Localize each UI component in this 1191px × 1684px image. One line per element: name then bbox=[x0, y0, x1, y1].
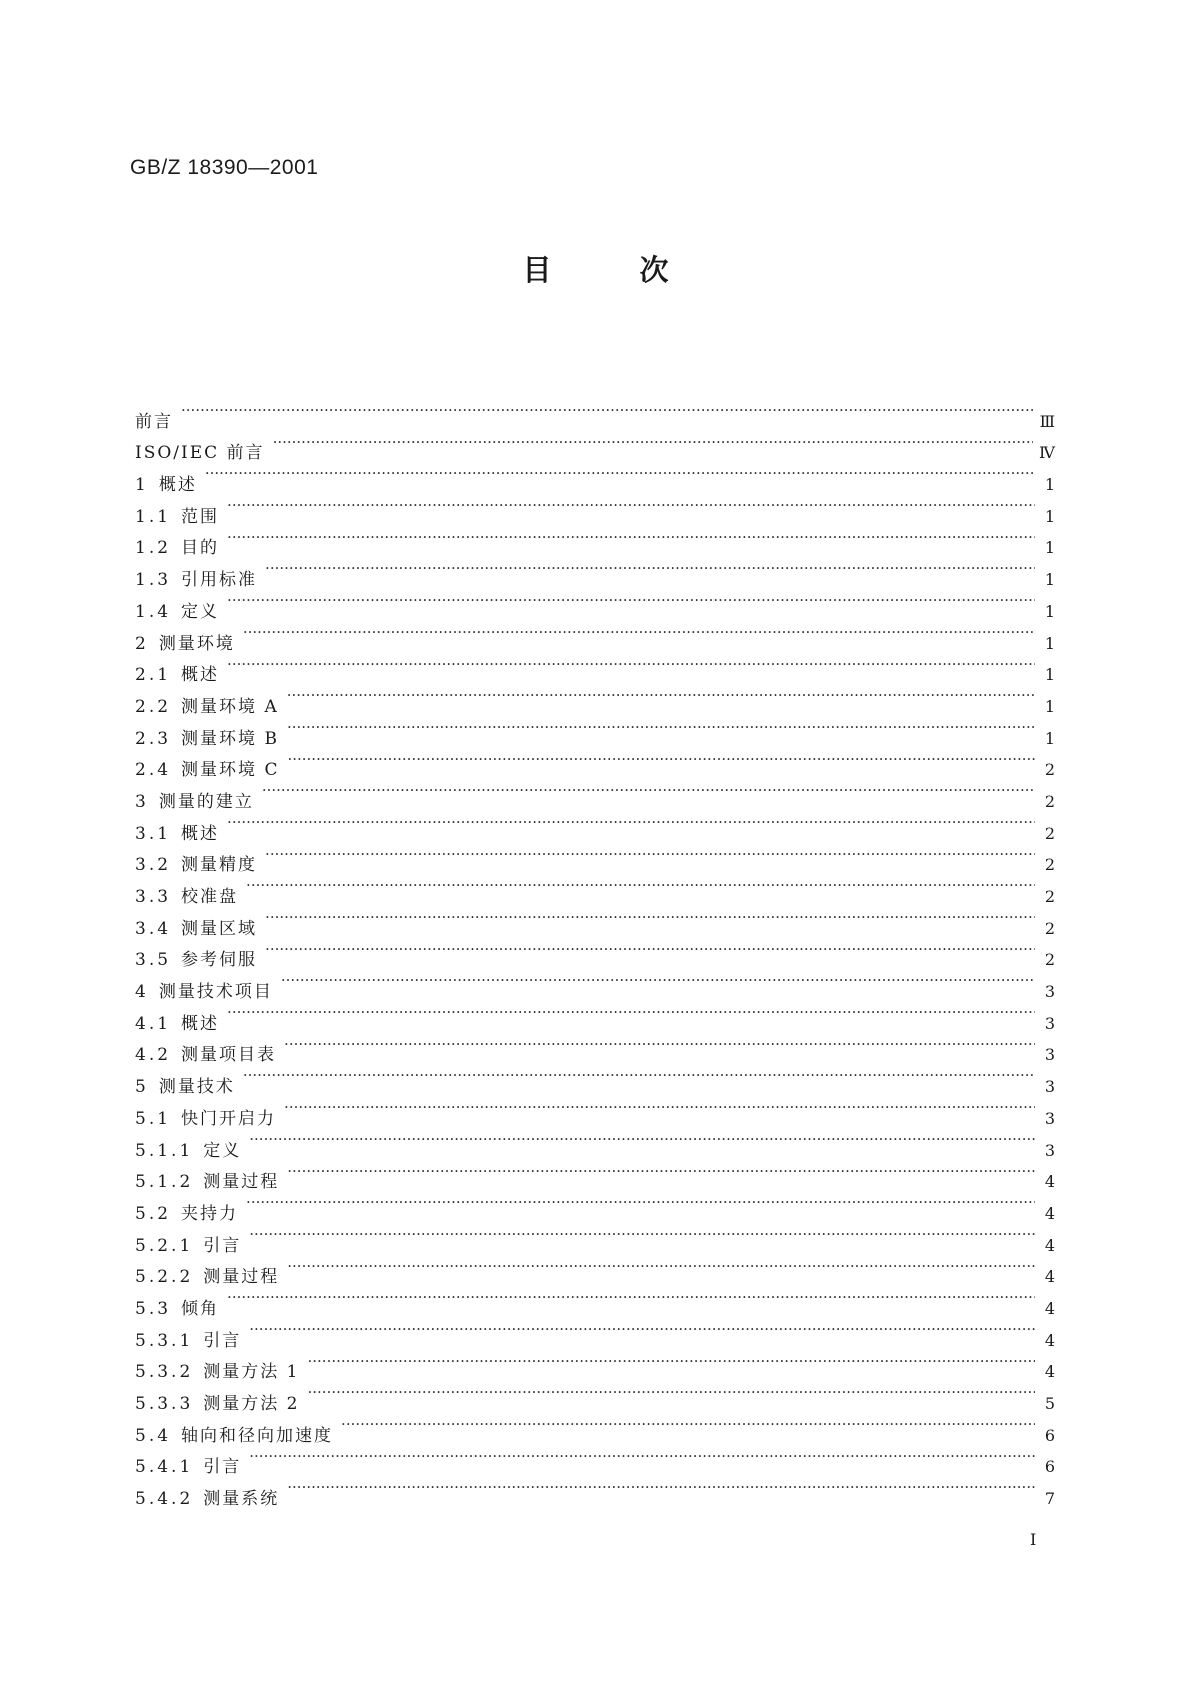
toc-leader-dots bbox=[287, 712, 1035, 744]
toc-entry-page: 2 bbox=[1044, 950, 1055, 970]
toc-entry-page: Ⅲ bbox=[1039, 411, 1055, 431]
standard-code: GB/Z 18390—2001 bbox=[130, 156, 319, 179]
toc-entry-number: 1.4 bbox=[135, 601, 172, 622]
toc-entry-label: 测量方法 2 bbox=[203, 1394, 300, 1414]
toc-entry-number: 5.1.2 bbox=[135, 1172, 194, 1193]
toc-entry-page: 1 bbox=[1044, 506, 1055, 526]
toc-entry[interactable] bbox=[135, 1346, 1055, 1383]
toc-entry-label: 测量过程 bbox=[203, 1267, 280, 1288]
toc-entry-page: 4 bbox=[1044, 1362, 1055, 1382]
toc-entry[interactable] bbox=[135, 965, 1055, 1003]
toc-entry-label: 测量技术 bbox=[158, 1077, 235, 1098]
toc-entry-page: 1 bbox=[1044, 728, 1055, 748]
toc-leader-dots bbox=[227, 1282, 1035, 1314]
toc-leader-dots bbox=[287, 680, 1035, 712]
toc-leader-dots bbox=[249, 1124, 1035, 1156]
toc-entry-label: 概述 bbox=[181, 1013, 220, 1034]
toc-leader-dots bbox=[246, 1187, 1035, 1219]
toc-entry-number: 5.3.2 bbox=[135, 1362, 194, 1383]
toc-entry-label: 引言 bbox=[203, 1235, 242, 1256]
toc-leader-dots bbox=[287, 1472, 1035, 1504]
toc-leader-dots bbox=[284, 1029, 1035, 1061]
toc-entry-number: 3.4 bbox=[135, 918, 172, 939]
toc-entry[interactable] bbox=[135, 1219, 1055, 1256]
toc-entry-page: 2 bbox=[1044, 791, 1055, 811]
toc-leader-dots bbox=[227, 997, 1035, 1029]
toc-leader-dots bbox=[341, 1409, 1035, 1441]
toc-entry-label: 测量技术项目 bbox=[158, 982, 273, 1003]
toc-entry-page: 4 bbox=[1044, 1203, 1055, 1223]
toc-entry-page: 2 bbox=[1044, 855, 1055, 875]
toc-entry[interactable] bbox=[135, 395, 1055, 432]
toc-entry[interactable] bbox=[135, 902, 1055, 939]
toc-leader-dots bbox=[287, 744, 1035, 776]
toc-entry-number: 2.3 bbox=[135, 728, 172, 749]
toc-leader-dots bbox=[205, 458, 1035, 490]
toc-entry-page: 2 bbox=[1044, 760, 1055, 780]
toc-entry-page: 7 bbox=[1044, 1489, 1055, 1509]
toc-leader-dots bbox=[227, 807, 1035, 839]
toc-entry[interactable] bbox=[135, 1187, 1055, 1224]
toc-entry-number: 4.1 bbox=[135, 1013, 172, 1034]
toc-entry[interactable] bbox=[135, 1251, 1055, 1288]
toc-entry[interactable] bbox=[135, 1124, 1055, 1161]
toc-entry-number: 3.3 bbox=[135, 887, 172, 907]
toc-entry-number: 1.3 bbox=[135, 570, 172, 591]
toc-entry[interactable] bbox=[135, 458, 1055, 496]
toc-entry[interactable] bbox=[135, 649, 1055, 686]
toc-entry-page: Ⅳ bbox=[1039, 443, 1055, 463]
toc-leader-dots bbox=[227, 585, 1035, 617]
toc-entry-number: 1.2 bbox=[135, 538, 172, 559]
toc-leader-dots bbox=[243, 1060, 1035, 1092]
toc-entry-number: 5.2.2 bbox=[135, 1267, 194, 1288]
toc-entry-label: 测量环境 B bbox=[181, 728, 279, 749]
toc-entry-number: 3 bbox=[135, 791, 149, 812]
toc-entry-number: 1 bbox=[135, 475, 149, 496]
toc-entry-label: 快门开启力 bbox=[181, 1108, 277, 1129]
toc-entry-page: 3 bbox=[1044, 1077, 1055, 1097]
toc-entry-label: 校准盘 bbox=[181, 887, 239, 907]
toc-leader-dots bbox=[265, 934, 1035, 966]
toc-entry[interactable] bbox=[135, 1060, 1055, 1098]
toc-entry-page: 3 bbox=[1044, 1108, 1055, 1128]
toc-leader-dots bbox=[249, 1314, 1035, 1346]
toc-entry[interactable] bbox=[135, 997, 1055, 1034]
toc-entry-label: 轴向和径向加速度 bbox=[181, 1425, 334, 1446]
toc-entry-label: 范围 bbox=[181, 506, 220, 527]
toc-entry-page: 5 bbox=[1044, 1394, 1055, 1413]
toc-entry-page: 6 bbox=[1044, 1457, 1055, 1477]
toc-entry-label: 测量过程 bbox=[203, 1172, 280, 1193]
toc-entry-number: 5.2 bbox=[135, 1203, 172, 1224]
toc-entry[interactable] bbox=[135, 1282, 1055, 1319]
toc-entry-number: 5.3 bbox=[135, 1298, 172, 1319]
toc-entry-label: ISO/IEC 前言 bbox=[135, 443, 265, 464]
toc-leader-dots bbox=[287, 1251, 1035, 1283]
toc-leader-dots bbox=[181, 395, 1034, 427]
toc-entry-page: 4 bbox=[1044, 1267, 1055, 1287]
toc-entry-number: 4 bbox=[135, 982, 149, 1003]
toc-entry-label: 概述 bbox=[158, 475, 197, 496]
toc-entry-page: 6 bbox=[1044, 1425, 1055, 1445]
toc-entry-number: 5.1 bbox=[135, 1108, 172, 1129]
toc-leader-dots bbox=[246, 870, 1035, 902]
toc-entry[interactable] bbox=[135, 522, 1055, 559]
toc-entry-number: 5.1.1 bbox=[135, 1140, 194, 1161]
toc-entry-number: 3.1 bbox=[135, 823, 172, 844]
toc-leader-dots bbox=[308, 1346, 1036, 1378]
toc-leader-dots bbox=[227, 490, 1035, 522]
toc-entry-number: 5 bbox=[135, 1077, 149, 1098]
toc-entry-label: 定义 bbox=[203, 1140, 242, 1161]
toc-entry[interactable] bbox=[135, 680, 1055, 717]
page-title: 目次 bbox=[522, 253, 757, 287]
toc-entry-label: 测量环境 A bbox=[181, 696, 279, 717]
toc-entry-number: 5.4 bbox=[135, 1425, 172, 1446]
footer-page-number: Ⅰ bbox=[1030, 1530, 1037, 1549]
toc-entry-page: 1 bbox=[1044, 570, 1055, 590]
toc-leader-dots bbox=[243, 617, 1035, 649]
toc-entry-page: 1 bbox=[1044, 475, 1055, 495]
toc-entry[interactable] bbox=[135, 807, 1055, 844]
toc-entry-label: 引言 bbox=[203, 1330, 242, 1351]
toc-entry-page: 1 bbox=[1044, 538, 1055, 558]
toc-entry-page: 3 bbox=[1044, 982, 1055, 1002]
toc-entry-page: 1 bbox=[1044, 601, 1055, 621]
toc-entry-page: 2 bbox=[1044, 823, 1055, 843]
toc-entry[interactable] bbox=[135, 427, 1055, 464]
toc-leader-dots bbox=[284, 1092, 1035, 1124]
toc-entry[interactable] bbox=[135, 1472, 1055, 1510]
toc-entry-page: 4 bbox=[1044, 1235, 1055, 1255]
toc-entry-number: 5.4.2 bbox=[135, 1489, 194, 1510]
toc-entry[interactable] bbox=[135, 1156, 1055, 1193]
toc-entry[interactable] bbox=[135, 1092, 1055, 1129]
toc-entry-label: 参考伺服 bbox=[181, 950, 258, 971]
toc-entry-number: 5.3.3 bbox=[135, 1394, 194, 1414]
toc-entry-number: 2 bbox=[135, 633, 149, 654]
toc-entry-page: 2 bbox=[1044, 918, 1055, 938]
toc-entry-page: 1 bbox=[1044, 696, 1055, 716]
toc-leader-dots bbox=[265, 839, 1035, 871]
toc-entry[interactable] bbox=[135, 617, 1055, 654]
toc-entry[interactable] bbox=[135, 934, 1055, 971]
toc-entry-page: 1 bbox=[1044, 633, 1055, 653]
toc-leader-dots bbox=[249, 1441, 1035, 1473]
toc-leader-dots bbox=[273, 427, 1033, 459]
toc-entry[interactable] bbox=[135, 1441, 1055, 1478]
toc-entry-number: 5.2.1 bbox=[135, 1235, 194, 1256]
toc-entry-label: 测量方法 1 bbox=[203, 1362, 300, 1383]
toc-entry-number: 3.5 bbox=[135, 950, 172, 971]
toc-leader-dots bbox=[281, 965, 1035, 997]
toc-entry-label: 测量区域 bbox=[181, 918, 258, 939]
toc-entry-number: 2.4 bbox=[135, 760, 172, 781]
toc-entry-number: 5.4.1 bbox=[135, 1457, 194, 1478]
toc-entry[interactable] bbox=[135, 585, 1055, 622]
toc-entry-label: 概述 bbox=[181, 823, 220, 844]
toc-leader-dots bbox=[227, 522, 1035, 554]
table-of-contents bbox=[135, 395, 1055, 1510]
toc-entry-page: 3 bbox=[1044, 1140, 1055, 1160]
toc-entry[interactable] bbox=[135, 839, 1055, 876]
toc-entry-label: 引言 bbox=[203, 1457, 242, 1478]
toc-entry-page: 3 bbox=[1044, 1013, 1055, 1033]
toc-entry-label: 测量环境 C bbox=[181, 760, 280, 781]
toc-entry-number: 5.3.1 bbox=[135, 1330, 194, 1351]
toc-entry-number: 3.2 bbox=[135, 855, 172, 876]
toc-leader-dots bbox=[262, 775, 1035, 807]
toc-entry-label: 测量环境 bbox=[158, 633, 235, 654]
toc-entry-page: 4 bbox=[1044, 1172, 1055, 1192]
toc-leader-dots bbox=[308, 1377, 1036, 1409]
toc-entry-label: 测量的建立 bbox=[158, 791, 254, 812]
toc-leader-dots bbox=[265, 902, 1035, 934]
toc-entry-label: 夹持力 bbox=[181, 1203, 239, 1224]
toc-entry-label: 倾角 bbox=[181, 1298, 220, 1319]
toc-entry[interactable] bbox=[135, 490, 1055, 527]
toc-entry-label: 前言 bbox=[135, 411, 173, 432]
toc-entry-label: 目的 bbox=[181, 538, 220, 559]
toc-entry-number: 4.2 bbox=[135, 1045, 172, 1066]
toc-leader-dots bbox=[287, 1156, 1035, 1188]
toc-entry-label: 测量项目表 bbox=[181, 1045, 277, 1066]
toc-entry-number: 1.1 bbox=[135, 506, 172, 527]
toc-entry-page: 1 bbox=[1044, 665, 1055, 685]
toc-leader-dots bbox=[227, 649, 1035, 681]
toc-entry-page: 2 bbox=[1044, 887, 1055, 906]
toc-entry-number: 2.1 bbox=[135, 665, 172, 686]
toc-entry[interactable] bbox=[135, 1314, 1055, 1351]
toc-entry-label: 测量精度 bbox=[181, 855, 258, 876]
toc-entry-page: 4 bbox=[1044, 1330, 1055, 1350]
toc-entry-number: 2.2 bbox=[135, 696, 172, 717]
toc-leader-dots bbox=[265, 553, 1035, 585]
toc-entry[interactable] bbox=[135, 775, 1055, 812]
toc-entry-label: 概述 bbox=[181, 665, 220, 686]
toc-entry-page: 4 bbox=[1044, 1298, 1055, 1318]
toc-leader-dots bbox=[249, 1219, 1035, 1251]
toc-entry[interactable] bbox=[135, 870, 1055, 907]
toc-entry-label: 定义 bbox=[181, 601, 220, 622]
toc-entry-label: 引用标准 bbox=[181, 570, 258, 591]
toc-entry[interactable] bbox=[135, 553, 1055, 591]
toc-entry-label: 测量系统 bbox=[203, 1489, 280, 1510]
toc-entry[interactable] bbox=[135, 1029, 1055, 1066]
toc-entry-page: 3 bbox=[1044, 1045, 1055, 1065]
